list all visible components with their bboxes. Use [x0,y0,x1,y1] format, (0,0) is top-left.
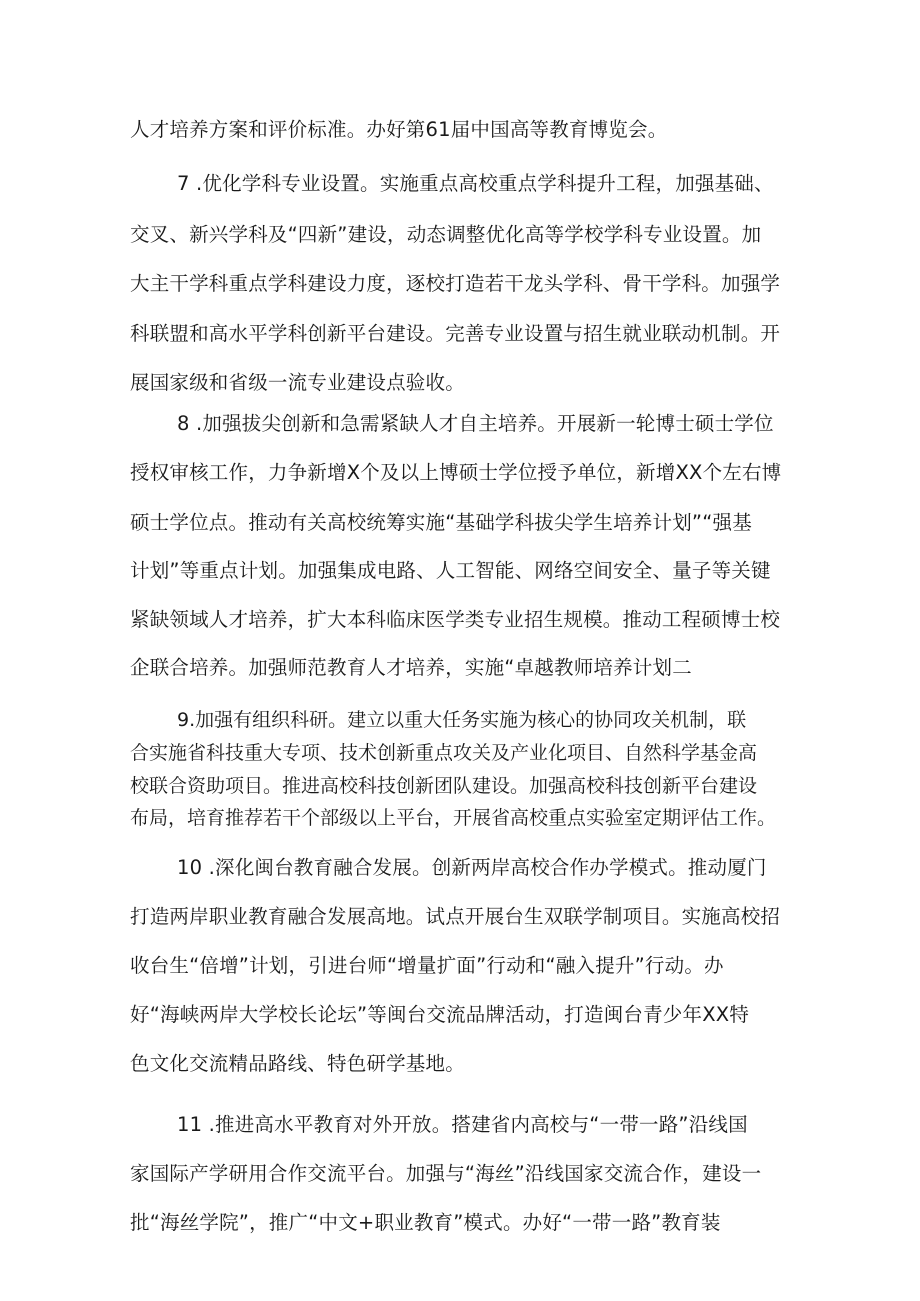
text-line: 计划”等重点计划。加强集成电路、人工智能、网络空间安全、量子等关键 [130,559,771,582]
text-line: 打造两岸职业教育融合发展高地。试点开展台生双联学制项目。实施高校招 [130,905,781,928]
text-line: 色文化交流精品路线、特色研学基地。 [130,1052,465,1075]
text-line: 布局，培育推荐若干个部级以上平台，开展省高校重点实验室定期评估工作。 [130,807,777,829]
text-line: 授权审核工作，力争新增X个及以上博硕士学位授予单位，新增XX个左右博 [130,461,782,484]
text-line: 科联盟和高水平学科创新平台建设。完善专业设置与招生就业联动机制。开 [130,322,781,345]
text-line: 企联合培养。加强师范教育人才培养，实施“卓越教师培养计划二 [130,656,692,679]
text-line: 好“海峡两岸大学校长论坛”等闽台交流品牌活动，打造闽台青少年XX特 [130,1003,750,1026]
text-line: 大主干学科重点学科建设力度，逐校打造若干龙头学科、骨干学科。加强学 [130,272,781,295]
text-line: 交叉、新兴学科及“四新”建设，动态调整优化高等学校学科专业设置。加 [130,223,762,246]
text-line: 10 .深化闽台教育融合发展。创新两岸高校合作办学模式。推动厦门 [177,856,767,879]
text-line: 展国家级和省级一流专业建设点验收。 [130,371,465,394]
text-line: 家国际产学研用合作交流平台。加强与“海丝”沿线国家交流合作，建设一 [130,1162,762,1185]
text-line: 7 .优化学科专业设置。实施重点高校重点学科提升工程，加强基础、 [177,172,774,195]
text-line: 校联合资助项目。推进高校科技创新团队建设。加强高校科技创新平台建设 [130,775,758,797]
text-line: 11 .推进高水平教育对外开放。搭建省内高校与“一带一路”沿线国 [177,1113,748,1136]
text-line: 紧缺领域人才培养，扩大本科临床医学类专业招生规模。推动工程硕博士校 [130,608,781,631]
text-line: 8 .加强拔尖创新和急需紧缺人才自主培养。开展新一轮博士硕士学位 [177,412,774,435]
text-line: 批“海丝学院”，推广“中文+职业教育”模式。办好“一带一路”教育装 [130,1211,721,1234]
text-line: 9.加强有组织科研。建立以重大任务实施为核心的协同攻关机制，联 [177,709,747,731]
text-line: 硕士学位点。推动有关高校统筹实施“基础学科拔尖学生培养计划”“强基 [130,511,752,534]
text-line: 人才培养方案和评价标准。办好第61届中国高等教育博览会。 [130,118,668,141]
text-line: 收台生“倍增”计划，引进台师“增量扩面”行动和“融入提升”行动。办 [130,954,724,977]
text-line: 合实施省科技重大专项、技术创新重点攻关及产业化项目、自然科学基金高 [130,742,758,764]
